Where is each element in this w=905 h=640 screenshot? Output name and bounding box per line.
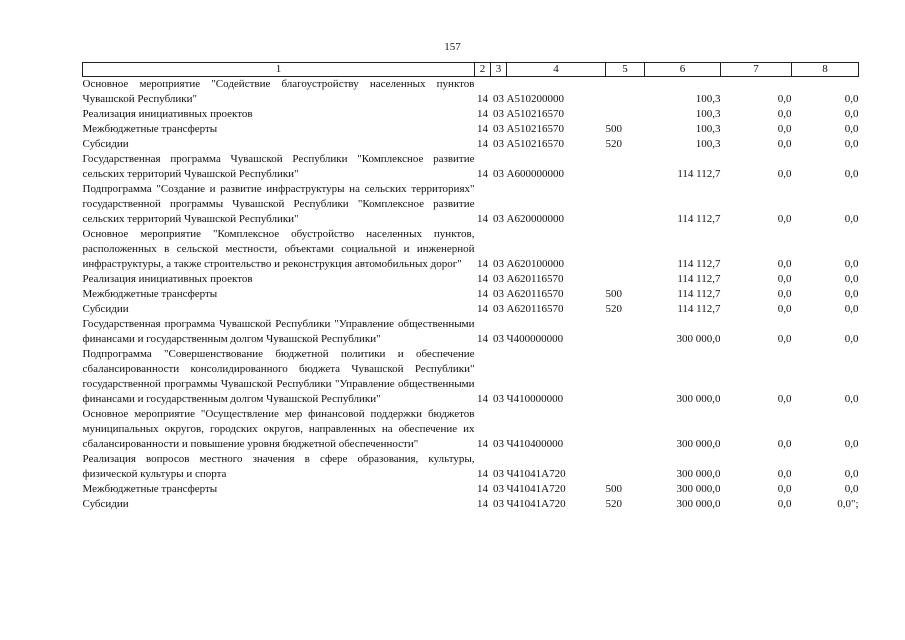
row-name: Реализация вопросов местного значения в сфере образования, культуры, физической культуры и спорта bbox=[82, 453, 475, 480]
table-row bbox=[83, 302, 859, 317]
row-subsection: 03 bbox=[493, 138, 504, 150]
row-subsection: 03 bbox=[493, 273, 504, 285]
row-amount-3: 0,0 bbox=[844, 393, 859, 405]
row-expense-type bbox=[606, 272, 645, 287]
row-amount-2: 0,0 bbox=[777, 138, 792, 150]
row-name: Государственная программа Чувашской Республики "Комплексное развитие сельских территорий Чувашской Республики" bbox=[82, 153, 475, 180]
table-row bbox=[83, 152, 859, 182]
row-expense-type: 500 bbox=[605, 123, 622, 135]
row-expense-type: 520 bbox=[605, 303, 622, 315]
row-amount-2: 0,0 bbox=[777, 288, 792, 300]
row-section: 14 bbox=[477, 393, 488, 405]
row-name: Субсидии bbox=[82, 138, 129, 150]
row-expense-type bbox=[606, 452, 645, 482]
row-amount-3: 0,0 bbox=[844, 303, 859, 315]
row-name: Основное мероприятие "Комплексное обустройство населенных пунктов, расположенных в сельской местности, объектами социальной и инженерной инфраструктуры, а также строительство и реконструкция автомобильных дорог" bbox=[82, 228, 475, 270]
table-row bbox=[83, 497, 859, 512]
table-row bbox=[83, 452, 859, 482]
table-row bbox=[83, 482, 859, 497]
row-subsection: 03 bbox=[493, 213, 504, 225]
row-expense-type bbox=[606, 317, 645, 347]
row-target-code: А620000000 bbox=[506, 213, 564, 225]
row-amount-1: 100,3 bbox=[695, 123, 721, 135]
row-amount-1: 100,3 bbox=[695, 93, 721, 105]
row-amount-1: 114 112,7 bbox=[677, 213, 721, 225]
row-subsection: 03 bbox=[493, 108, 504, 120]
row-amount-3: 0,0 bbox=[844, 123, 859, 135]
row-subsection: 03 bbox=[493, 498, 504, 510]
row-section: 14 bbox=[477, 213, 488, 225]
row-amount-1: 300 000,0 bbox=[676, 333, 721, 345]
row-subsection: 03 bbox=[493, 483, 504, 495]
table-row bbox=[83, 407, 859, 452]
row-amount-1: 114 112,7 bbox=[677, 168, 721, 180]
row-name: Основное мероприятие "Содействие благоустройству населенных пунктов Чувашской Республики" bbox=[82, 78, 475, 105]
row-name: Межбюджетные трансферты bbox=[82, 483, 218, 495]
row-amount-3: 0,0"; bbox=[837, 498, 859, 510]
row-amount-2: 0,0 bbox=[777, 123, 792, 135]
row-subsection: 03 bbox=[493, 438, 504, 450]
row-amount-1: 114 112,7 bbox=[677, 273, 721, 285]
row-amount-1: 300 000,0 bbox=[676, 468, 721, 480]
row-amount-2: 0,0 bbox=[777, 303, 792, 315]
row-target-code: Ч41041А720 bbox=[506, 498, 566, 510]
header-col-7: 7 bbox=[721, 63, 792, 77]
row-subsection: 03 bbox=[493, 303, 504, 315]
row-amount-2: 0,0 bbox=[777, 108, 792, 120]
table-body bbox=[83, 77, 859, 513]
row-section: 14 bbox=[477, 258, 488, 270]
row-amount-1: 300 000,0 bbox=[676, 483, 721, 495]
row-name: Подпрограмма "Создание и развитие инфраструктуры на сельских территориях" государственной программы Чувашской Республики "Комплексное развитие сельских территорий Чувашской Республики" bbox=[82, 183, 475, 225]
row-section: 14 bbox=[477, 93, 488, 105]
row-amount-3: 0,0 bbox=[844, 108, 859, 120]
row-amount-2: 0,0 bbox=[777, 168, 792, 180]
row-subsection: 03 bbox=[493, 468, 504, 480]
row-name: Подпрограмма "Совершенствование бюджетной политики и обеспечение сбалансированности консолидированного бюджета Чувашской Республики" государственной программы Чувашской Республики "Управление общественными финансами и государственным долгом Чувашской Республики" bbox=[82, 348, 475, 405]
row-target-code: А620116570 bbox=[506, 288, 564, 300]
row-section: 14 bbox=[477, 168, 488, 180]
row-name: Реализация инициативных проектов bbox=[82, 273, 253, 285]
row-section: 14 bbox=[477, 123, 488, 135]
row-target-code: А620116570 bbox=[506, 273, 564, 285]
row-target-code: А620116570 bbox=[506, 303, 564, 315]
row-amount-1: 100,3 bbox=[695, 138, 721, 150]
row-subsection: 03 bbox=[493, 258, 504, 270]
row-amount-3: 0,0 bbox=[844, 273, 859, 285]
row-section: 14 bbox=[477, 438, 488, 450]
row-amount-3: 0,0 bbox=[844, 468, 859, 480]
row-amount-1: 114 112,7 bbox=[677, 288, 721, 300]
row-name: Субсидии bbox=[82, 498, 129, 510]
row-section: 14 bbox=[477, 468, 488, 480]
row-subsection: 03 bbox=[493, 123, 504, 135]
header-col-6: 6 bbox=[645, 63, 721, 77]
row-amount-1: 114 112,7 bbox=[677, 258, 721, 270]
row-amount-2: 0,0 bbox=[777, 483, 792, 495]
header-col-3: 3 bbox=[491, 63, 507, 77]
table-row bbox=[83, 287, 859, 302]
table-row bbox=[83, 347, 859, 407]
table-row bbox=[83, 272, 859, 287]
row-expense-type bbox=[606, 152, 645, 182]
row-name: Реализация инициативных проектов bbox=[82, 108, 253, 120]
row-subsection: 03 bbox=[493, 288, 504, 300]
row-amount-3: 0,0 bbox=[844, 258, 859, 270]
row-amount-3: 0,0 bbox=[844, 168, 859, 180]
row-amount-3: 0,0 bbox=[844, 483, 859, 495]
header-col-5: 5 bbox=[606, 63, 645, 77]
header-row bbox=[83, 63, 859, 77]
table-row bbox=[83, 122, 859, 137]
row-name: Государственная программа Чувашской Республики "Управление общественными финансами и государственным долгом Чувашской Республики" bbox=[82, 318, 475, 345]
row-amount-3: 0,0 bbox=[844, 333, 859, 345]
header-col-4: 4 bbox=[507, 63, 606, 77]
row-section: 14 bbox=[477, 303, 488, 315]
header-col-2: 2 bbox=[475, 63, 491, 77]
row-expense-type bbox=[606, 227, 645, 272]
table-row bbox=[83, 77, 859, 108]
row-target-code: А510200000 bbox=[506, 93, 564, 105]
row-section: 14 bbox=[477, 288, 488, 300]
row-expense-type bbox=[606, 107, 645, 122]
row-name: Основное мероприятие "Осуществление мер финансовой поддержки бюджетов муниципальных округов, городских округов, направленных на обеспечение их сбалансированности и повышение уровня бюджетной обеспеченности" bbox=[82, 408, 475, 450]
row-target-code: А620100000 bbox=[506, 258, 564, 270]
row-amount-3: 0,0 bbox=[844, 288, 859, 300]
row-expense-type: 520 bbox=[605, 138, 622, 150]
row-subsection: 03 bbox=[493, 168, 504, 180]
row-name: Субсидии bbox=[82, 303, 129, 315]
row-target-code: Ч41041А720 bbox=[506, 468, 566, 480]
row-amount-2: 0,0 bbox=[777, 258, 792, 270]
header-col-1: 1 bbox=[83, 63, 475, 77]
row-target-code: А600000000 bbox=[506, 168, 564, 180]
row-amount-2: 0,0 bbox=[777, 438, 792, 450]
budget-table bbox=[82, 62, 859, 512]
row-expense-type bbox=[606, 407, 645, 452]
row-target-code: А510216570 bbox=[506, 123, 564, 135]
header-col-8: 8 bbox=[792, 63, 859, 77]
row-amount-1: 100,3 bbox=[695, 108, 721, 120]
row-name: Межбюджетные трансферты bbox=[82, 288, 218, 300]
row-amount-2: 0,0 bbox=[777, 333, 792, 345]
row-target-code: А510216570 bbox=[506, 138, 564, 150]
row-target-code: Ч410400000 bbox=[506, 438, 564, 450]
row-section: 14 bbox=[477, 108, 488, 120]
row-amount-1: 114 112,7 bbox=[677, 303, 721, 315]
row-target-code: А510216570 bbox=[506, 108, 564, 120]
page-number: 157 bbox=[444, 41, 461, 53]
row-amount-2: 0,0 bbox=[777, 393, 792, 405]
table-row bbox=[83, 227, 859, 272]
row-expense-type bbox=[606, 347, 645, 407]
row-amount-2: 0,0 bbox=[777, 468, 792, 480]
row-amount-3: 0,0 bbox=[844, 93, 859, 105]
row-amount-2: 0,0 bbox=[777, 273, 792, 285]
row-section: 14 bbox=[477, 498, 488, 510]
row-amount-1: 300 000,0 bbox=[676, 393, 721, 405]
row-amount-2: 0,0 bbox=[777, 213, 792, 225]
row-amount-3: 0,0 bbox=[844, 438, 859, 450]
row-subsection: 03 bbox=[493, 333, 504, 345]
row-amount-2: 0,0 bbox=[777, 498, 792, 510]
row-expense-type bbox=[606, 182, 645, 227]
row-section: 14 bbox=[477, 138, 488, 150]
row-target-code: Ч400000000 bbox=[506, 333, 564, 345]
row-target-code: Ч410000000 bbox=[506, 393, 564, 405]
table-row bbox=[83, 137, 859, 152]
row-name: Межбюджетные трансферты bbox=[82, 123, 218, 135]
table-row bbox=[83, 182, 859, 227]
row-amount-1: 300 000,0 bbox=[676, 498, 721, 510]
row-subsection: 03 bbox=[493, 393, 504, 405]
row-target-code: Ч41041А720 bbox=[506, 483, 566, 495]
row-amount-1: 300 000,0 bbox=[676, 438, 721, 450]
row-amount-3: 0,0 bbox=[844, 138, 859, 150]
row-expense-type: 500 bbox=[605, 288, 622, 300]
table-row bbox=[83, 107, 859, 122]
row-section: 14 bbox=[477, 333, 488, 345]
table-row bbox=[83, 317, 859, 347]
row-section: 14 bbox=[477, 273, 488, 285]
row-amount-3: 0,0 bbox=[844, 213, 859, 225]
row-subsection: 03 bbox=[493, 93, 504, 105]
row-section: 14 bbox=[477, 483, 488, 495]
row-expense-type: 500 bbox=[605, 483, 622, 495]
row-expense-type bbox=[606, 77, 645, 108]
row-amount-2: 0,0 bbox=[777, 93, 792, 105]
row-expense-type: 520 bbox=[605, 498, 622, 510]
